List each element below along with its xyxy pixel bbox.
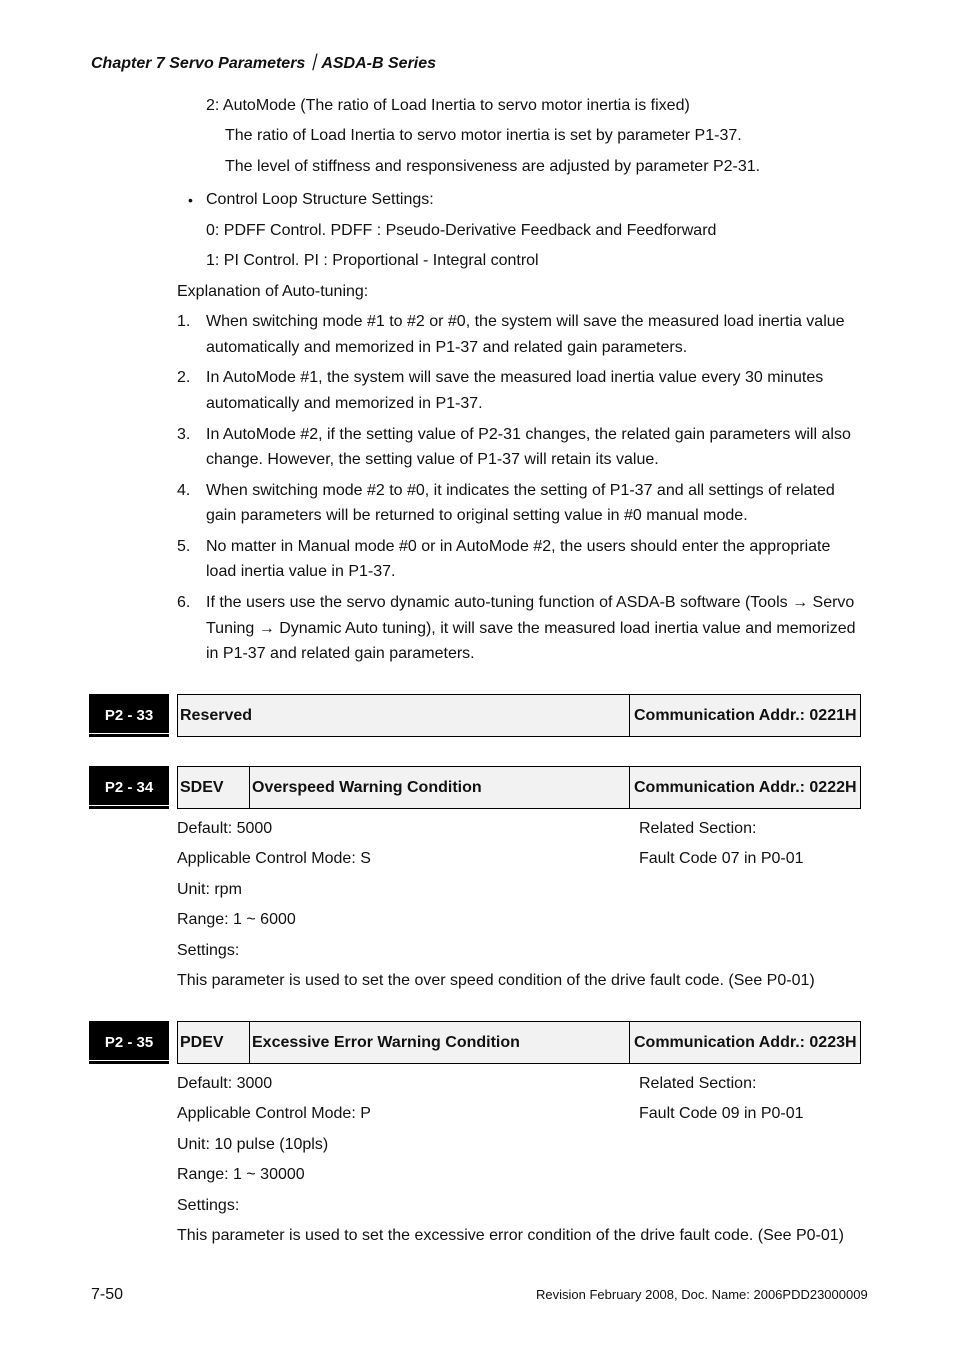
param-comm-addr: Communication Addr.: 0222H [629, 767, 860, 808]
list-item-line: change. However, the setting value of P1-37 will retain its value. [206, 451, 659, 468]
param-header-p2-34 [177, 766, 861, 809]
list-item-line: in P1-37 and related gain parameters. [206, 645, 475, 662]
param-name: Overspeed Warning Condition [252, 778, 482, 796]
param-control-mode: Applicable Control Mode: P [177, 1105, 371, 1122]
param-description: This parameter is used to set the over speed condition of the drive fault code. (See P0-01) [177, 972, 815, 989]
param-description: This parameter is used to set the excessive error condition of the drive fault code. (See P0-01) [177, 1227, 844, 1244]
control-loop-option-0: 0: PDFF Control. PDFF : Pseudo-Derivative Feedback and Feedforward [206, 222, 717, 239]
control-loop-title: Control Loop Structure Settings: [206, 191, 434, 208]
param-settings-label: Settings: [177, 942, 240, 959]
list-item-line: No matter in Manual mode #0 or in AutoMode #2, the users should enter the appropriate [206, 538, 831, 555]
list-item-line: Tuning → Dynamic Auto tuning), it will save the measured load inertia value and memorized [206, 620, 856, 637]
param-range: Range: 1 ~ 30000 [177, 1166, 305, 1183]
related-section-label: Related Section: [639, 1075, 757, 1092]
param-unit: Unit: 10 pulse (10pls) [177, 1136, 329, 1153]
param-range: Range: 1 ~ 6000 [177, 911, 296, 928]
list-item-line: load inertia value in P1-37. [206, 563, 396, 580]
list-item-line: If the users use the servo dynamic auto-tuning function of ASDA-B software (Tools → Servo [206, 594, 855, 611]
list-item-line: gain parameters will be returned to original setting value in #0 manual mode. [206, 507, 748, 524]
param-symbol: PDEV [178, 1022, 250, 1063]
param-symbol: SDEV [178, 767, 250, 808]
param-header-p2-33 [177, 694, 861, 737]
param-id-p2-34: P2 - 34 [89, 766, 169, 809]
related-section-item: Fault Code 07 in P0-01 [639, 850, 804, 867]
related-section-label: Related Section: [639, 820, 757, 837]
list-number: 4. [177, 482, 191, 499]
list-item-line: automatically and memorized in P1-37 and related gain parameters. [206, 339, 688, 356]
automode-2-title: 2: AutoMode (The ratio of Load Inertia to servo motor inertia is fixed) [206, 97, 690, 114]
param-control-mode: Applicable Control Mode: S [177, 850, 371, 867]
explanation-title: Explanation of Auto-tuning: [177, 283, 369, 300]
param-settings-label: Settings: [177, 1197, 240, 1214]
list-number: 5. [177, 538, 191, 555]
param-unit: Unit: rpm [177, 881, 242, 898]
param-comm-addr: Communication Addr.: 0223H [629, 1022, 860, 1063]
related-section-item: Fault Code 09 in P0-01 [639, 1105, 804, 1122]
param-default: Default: 3000 [177, 1075, 273, 1092]
list-item-line: When switching mode #1 to #2 or #0, the system will save the measured load inertia value [206, 313, 845, 330]
param-default: Default: 5000 [177, 820, 273, 837]
bullet-icon: • [188, 192, 193, 208]
param-name: Reserved [180, 706, 253, 724]
list-item-line: When switching mode #2 to #0, it indicates the setting of P1-37 and all settings of related [206, 482, 835, 499]
list-number: 6. [177, 594, 191, 611]
list-number: 2. [177, 369, 191, 386]
param-id-p2-35: P2 - 35 [89, 1021, 169, 1064]
revision-info: Revision February 2008, Doc. Name: 2006PDD23000009 [536, 1287, 868, 1302]
automode-2-line-1: The ratio of Load Inertia to servo motor inertia is set by parameter P1-37. [225, 127, 742, 144]
automode-2-line-2: The level of stiffness and responsiveness are adjusted by parameter P2-31. [225, 158, 761, 175]
list-item-line: In AutoMode #2, if the setting value of P2-31 changes, the related gain parameters will also [206, 426, 851, 443]
list-number: 3. [177, 426, 191, 443]
param-header-p2-35 [177, 1021, 861, 1064]
chapter-header: Chapter 7 Servo Parameters｜ASDA-B Series [91, 55, 437, 72]
param-id-p2-33: P2 - 33 [89, 694, 169, 737]
list-item-line: In AutoMode #1, the system will save the measured load inertia value every 30 minutes [206, 369, 824, 386]
param-name: Excessive Error Warning Condition [252, 1033, 520, 1051]
param-comm-addr: Communication Addr.: 0221H [629, 695, 860, 736]
page-number: 7-50 [91, 1286, 124, 1303]
control-loop-option-1: 1: PI Control. PI : Proportional - Integral control [206, 252, 539, 269]
list-item-line: automatically and memorized in P1-37. [206, 395, 483, 412]
list-number: 1. [177, 313, 191, 330]
